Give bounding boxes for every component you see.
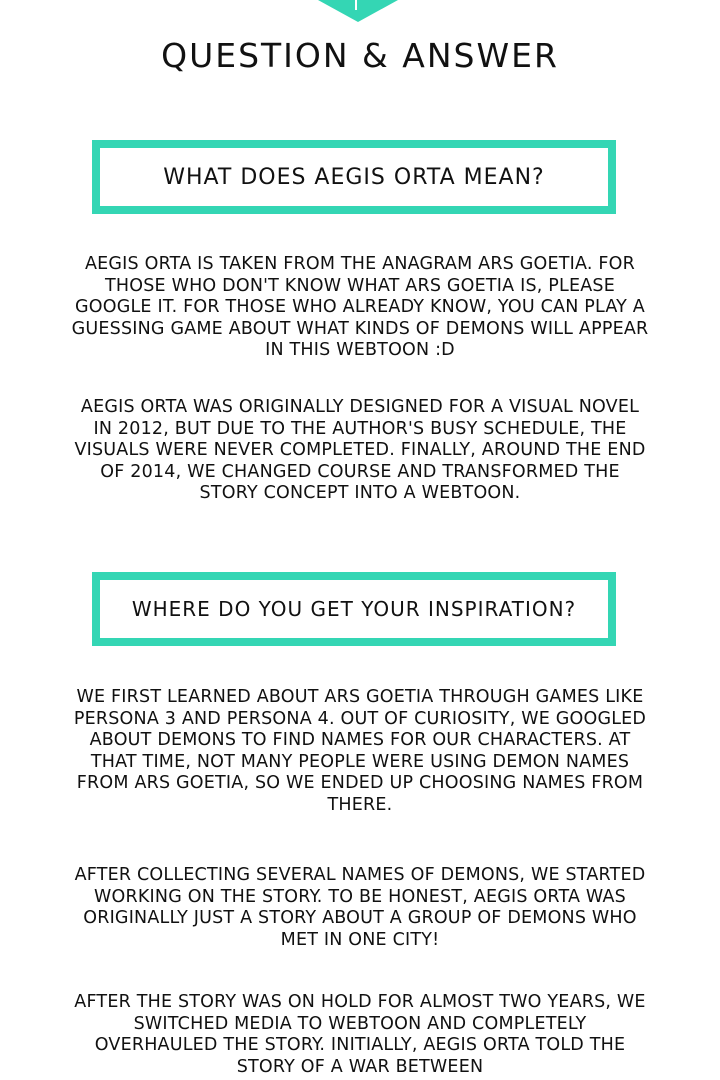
question-2-text: WHERE DO YOU GET YOUR INSPIRATION? [131,597,577,621]
question-1-text: WHAT DOES AEGIS ORTA MEAN? [163,164,545,190]
answer-2-paragraph-3: AFTER THE STORY WAS ON HOLD FOR ALMOST TWO YEARS, WE SWITCHED MEDIA TO WEBTOON AND COMPLETELY OVERHAULED THE STORY. INITIALLY, AEGIS ORTA TOLD THE STORY OF A WAR BETWEEN [74,992,646,1077]
page-title: QUESTION & ANSWER [161,36,559,75]
answer-2-paragraph-1: WE FIRST LEARNED ABOUT ARS GOETIA THROUGH GAMES LIKE PERSONA 3 AND PERSONA 4. OUT OF CURIOSITY, WE GOOGLED ABOUT DEMONS TO FIND NAMES FOR OUR CHARACTERS. AT THAT TIME, NOT MANY PEOPLE WERE USING DEMON NAMES FROM ARS GOETIA, SO WE ENDED UP CHOOSING NAMES FROM THERE. [73,687,647,815]
answer-1-paragraph-2: AEGIS ORTA WAS ORIGINALLY DESIGNED FOR A VISUAL NOVEL IN 2012, BUT DUE TO THE AUTHOR'S BUSY SCHEDULE, THE VISUALS WERE NEVER COMPLETED. FINALLY, AROUND THE END OF 2014, WE CHANGED COURSE AND TRANSFORMED THE STORY CONCEPT INTO A WEBTOON. [74,397,646,504]
question-box-1 [92,140,616,214]
answer-1-paragraph-1: AEGIS ORTA IS TAKEN FROM THE ANAGRAM ARS GOETIA. FOR THOSE WHO DON'T KNOW WHAT ARS GOETIA IS, PLEASE GOOGLE IT. FOR THOSE WHO ALREADY KNOW, YOU CAN PLAY A GUESSING GAME ABOUT WHAT KINDS OF DEMONS WILL APPEAR IN THIS WEBTOON :D [71,254,649,361]
question-box-2 [92,572,616,646]
answer-2-paragraph-2: AFTER COLLECTING SEVERAL NAMES OF DEMONS, WE STARTED WORKING ON THE STORY. TO BE HONEST, AEGIS ORTA WAS ORIGINALLY JUST A STORY ABOUT A GROUP OF DEMONS WHO MET IN ONE CITY! [74,865,646,950]
top-arrow-marker [318,0,398,22]
top-arrow-line [355,0,357,10]
